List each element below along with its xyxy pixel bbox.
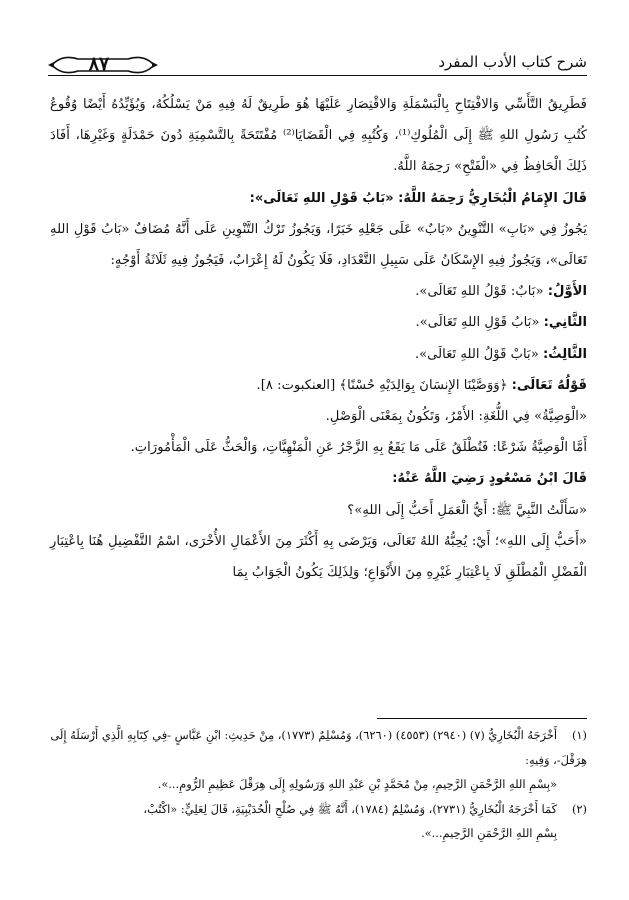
option-label: الثَّانِي: xyxy=(543,315,587,331)
footnote-1 xyxy=(50,723,587,772)
option-text: «بَابٌ: قَوْلُ اللهِ تَعَالَى». xyxy=(415,284,544,300)
footnote-rule xyxy=(377,718,587,719)
option-label: الثَّالِثُ: xyxy=(543,346,587,362)
option-first xyxy=(50,276,587,307)
option-second xyxy=(50,307,587,338)
main-text xyxy=(50,89,587,588)
page-header xyxy=(48,50,587,82)
footnote-2 xyxy=(50,797,587,822)
paragraph: «الْوَصِيَّةُ» فِي اللُّغَةِ: الأَمْرُ، وَتَكُونُ بِمَعْنَى الْوَصْلِ. xyxy=(325,409,587,425)
quran-quote xyxy=(50,370,587,401)
option-label: الأَوَّلُ: xyxy=(547,284,587,300)
paragraph: أَمَّا الْوَصِيَّةُ شَرْعًا: فَتُطْلَقُ عَلَى مَا يَقَعُ بِهِ الزَّجْرُ عَنِ الْمَنْهِيَّاتِ، وَالْحَثُّ عَلَى الْمَأْمُورَاتِ. xyxy=(130,440,587,456)
footnote-text: أَخْرَجَهُ الْبُخَارِيُّ (٧) (٢٩٤٠) (٤٥٥٣) (٦٢٦٠)، وَمُسْلِمٌ (١٧٧٣)، مِنْ حَدِيثِ: ابْنِ عَبَّاسٍ -فِي كِتَابِهِ الَّذِي أَرْسَلَهُ إِلَى هِرَقْلَ-، وَفِيهِ: xyxy=(50,728,587,767)
footnotes xyxy=(50,723,587,846)
quote-label: قَوْلُهُ تَعَالَى: xyxy=(511,377,587,393)
footnote-number: (٢) xyxy=(571,801,587,816)
paragraph: فَطَرِيقُ التَّأَسِّي وَالافْتِتَاحِ بِالْبَسْمَلَةِ وَالاقْتِصَارِ عَلَيْهَا هُوَ طَرِيقٌ لَهُ فِيهِ مَنْ يَسْلُكُهُ، وَيُؤَيِّدُهُ أَيْضًا وُقُوعُ كُتُبِ رَسُولِ اللهِ ﷺ إِلَى الْمُلُوكِ⁽¹⁾، وَكُتُبِهِ فِي الْقَضَايَا⁽²⁾ مُفْتَتَحَةً بِالتَّسْمِيَةِ دُونَ حَمْدَلَةٍ وَغَيْرِهَا، أَفَادَ ذَلِكَ الْحَافِظُ فِي «الْفَتْحِ» رَحِمَهُ اللَّهُ. xyxy=(50,97,587,175)
option-text: «بَابُ قَوْلِ اللهِ تَعَالَى». xyxy=(415,315,540,331)
footnote-quote: «بِسْمِ اللهِ الرَّحْمَنِ الرَّحِيمِ، مِنْ مُحَمَّدٍ بْنِ عَبْدِ اللهِ وَرَسُولِهِ إِلَى هِرَقْلَ عَظِيمِ الرُّومِ...». xyxy=(157,777,557,791)
book-title: شرح كتاب الأدب المفرد xyxy=(438,53,587,71)
section-heading: قَالَ الإِمَامُ الْبُخَارِيُّ رَحِمَهُ اللَّهُ: «بَابُ قَوْلِ اللهِ تَعَالَى»: xyxy=(249,190,587,206)
paragraph: «سَأَلْتُ النَّبِيَّ ﷺ: أَيُّ الْعَمَلِ أَحَبُّ إِلَى اللهِ»؟ xyxy=(347,502,587,518)
footnote-text: كَمَا أَخْرَجَهُ الْبُخَارِيُّ (٢٧٣١)، وَمُسْلِمٌ (١٧٨٤)، أَنَّهُ ﷺ فِي صُلْحِ الْحُدَيْبِيَةِ، قَالَ لِعَلِيٍّ: «اكْتُبْ، xyxy=(143,801,557,816)
footnote-number: (١) xyxy=(571,728,587,742)
option-third xyxy=(50,339,587,370)
verse-text: ﴿وَوَصَّيْنَا الإِنسَانَ بِوَالِدَيْهِ حُسْنًا﴾ [العنكبوت: ٨]. xyxy=(256,377,508,393)
header-rule xyxy=(48,75,587,76)
paragraph: «أَحَبُّ إِلَى اللهِ»؛ أَيْ: يُحِبُّهُ اللهُ تَعَالَى، وَيَرْضَى بِهِ أَكْثَرَ مِنَ الأَعْمَالِ الأُخْرَى، اسْمُ التَّفْضِيلِ هُنَا بِاعْتِبَارِ الْفَضْلِ الْمُطْلَقِ لَا بِاعْتِبَارِ غَيْرِهِ مِنَ الأَنْوَاعِ؛ وَلِذَلِكَ يَكُونُ الْجَوَابُ بِمَا xyxy=(50,533,587,581)
footnote-quote: بِسْمِ اللهِ الرَّحْمَنِ الرَّحِيمِ...». xyxy=(421,826,557,840)
page-number: ٨٧ xyxy=(88,53,110,75)
paragraph: يَجُوزُ فِي «بَابِ» التَّنْوِينُ «بَابٌ» عَلَى جَعْلِهِ خَبَرًا، وَيَجُوزُ تَرْكُ التَّنْوِينِ عَلَى أَنَّهُ مُضَافٌ «بَابُ قَوْلِ اللهِ تَعَالَى»، وَيَجُوزُ فِيهِ الإِسْكَانُ عَلَى سَبِيلِ التَّعْدَادِ، فَلَا يَكُونُ لَهُ إِعْرَابٌ، فَيَجُوزُ فِيهِ ثَلَاثَةُ أَوْجُهٍ: xyxy=(50,221,587,269)
section-heading: قَالَ ابْنُ مَسْعُودٍ رَضِيَ اللَّهُ عَنْهُ: xyxy=(392,471,587,487)
option-text: «بَابْ قَوْلُ اللهِ تَعَالَى». xyxy=(414,346,539,362)
